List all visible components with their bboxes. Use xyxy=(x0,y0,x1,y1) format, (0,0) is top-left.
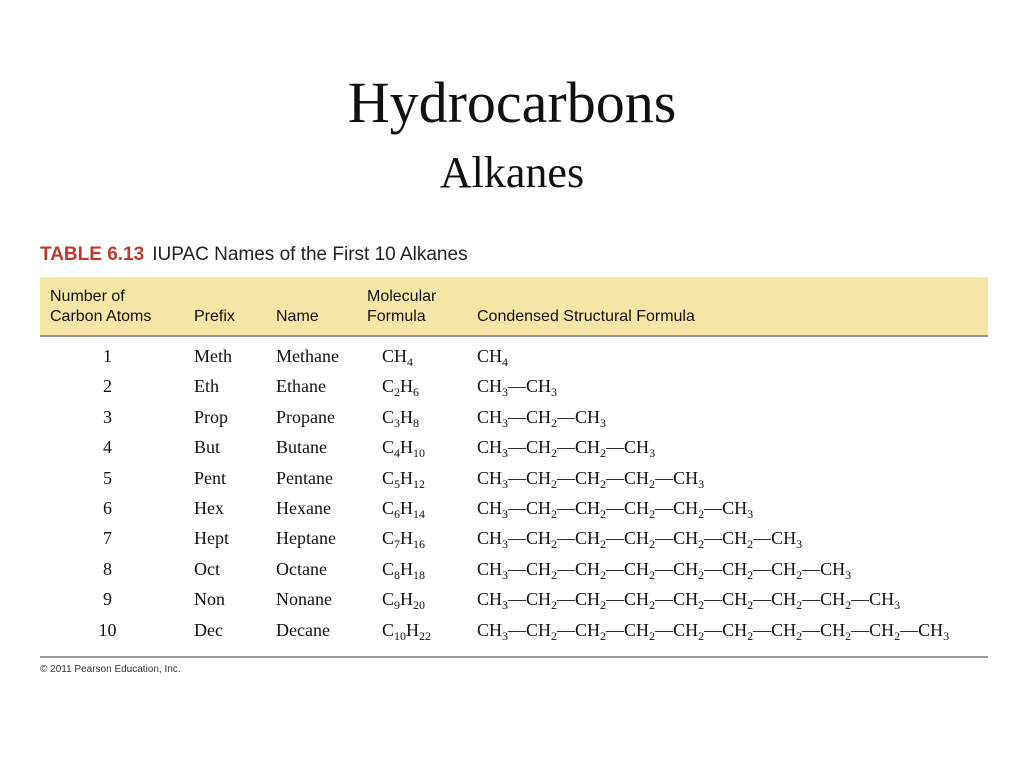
cell-molecular-formula: $C_3H_8$ xyxy=(382,406,420,430)
cell-condensed-formula: $CH_3—CH_2—CH_2—CH_2—CH_2—CH_2—CH_2—CH_2—CH_2—CH_3$ xyxy=(477,619,950,643)
cell-name: Butane xyxy=(276,437,327,458)
table-row xyxy=(40,615,988,645)
table-body xyxy=(40,341,988,645)
cell-prefix: Prop xyxy=(194,406,229,427)
cell-name: Octane xyxy=(276,558,327,579)
cell-molecular-formula: $C_6H_{14}$ xyxy=(382,497,426,521)
cell-condensed-formula: $CH_3—CH_2—CH_2—CH_2—CH_2—CH_2—CH_2—CH_3$ xyxy=(477,558,852,582)
cell-molecular-formula: $C_7H_{16}$ xyxy=(382,528,426,552)
cell-name: Propane xyxy=(276,406,335,427)
slide-subtitle: Alkanes xyxy=(439,148,585,197)
table-caption xyxy=(40,242,468,268)
header-carbon-atoms: Number of Carbon Atoms xyxy=(50,288,152,325)
cell-carbon-atoms: 2 xyxy=(103,376,112,397)
table-header xyxy=(40,277,988,335)
table-row xyxy=(40,432,988,462)
cell-prefix: Oct xyxy=(194,558,220,579)
table-row xyxy=(40,341,988,371)
cell-condensed-formula: $CH_3—CH_2—CH_2—CH_2—CH_2—CH_2—CH_3$ xyxy=(477,528,803,552)
cell-carbon-atoms: 6 xyxy=(103,497,112,518)
header-molecular-formula: Molecular Formula xyxy=(367,288,437,325)
table-caption-title: IUPAC Names of the First 10 Alkanes xyxy=(152,244,468,265)
cell-name: Pentane xyxy=(276,467,333,488)
table-row xyxy=(40,402,988,432)
cell-carbon-atoms: 4 xyxy=(103,437,112,458)
cell-prefix: Pent xyxy=(194,467,227,488)
cell-carbon-atoms: 10 xyxy=(98,619,117,640)
cell-molecular-formula: $C_9H_{20}$ xyxy=(382,589,426,613)
table-row xyxy=(40,584,988,614)
cell-prefix: Eth xyxy=(194,376,219,397)
cell-prefix: Non xyxy=(194,589,225,610)
header-prefix: Prefix xyxy=(194,308,235,325)
copyright-footer: © 2011 Pearson Education, Inc. xyxy=(40,664,181,675)
cell-condensed-formula: $CH_3—CH_2—CH_2—CH_2—CH_2—CH_2—CH_2—CH_2—CH_3$ xyxy=(477,589,901,613)
cell-name: Hexane xyxy=(276,497,331,518)
cell-carbon-atoms: 8 xyxy=(103,558,112,579)
cell-prefix: Dec xyxy=(194,619,223,640)
cell-molecular-formula: $CH_4$ xyxy=(382,346,414,369)
cell-name: Methane xyxy=(276,346,339,366)
cell-molecular-formula: $C_5H_{12}$ xyxy=(382,467,426,491)
cell-carbon-atoms: 3 xyxy=(103,406,112,427)
header-name: Name xyxy=(276,308,319,325)
table-row xyxy=(40,371,988,401)
table-row xyxy=(40,554,988,584)
cell-prefix: Hex xyxy=(194,497,224,518)
cell-molecular-formula: $C_8H_{18}$ xyxy=(382,558,426,582)
cell-carbon-atoms: 9 xyxy=(103,589,112,610)
header-condensed-formula: Condensed Structural Formula xyxy=(477,308,695,325)
cell-prefix: But xyxy=(194,437,221,458)
cell-condensed-formula: $CH_4$ xyxy=(477,346,509,369)
cell-carbon-atoms: 5 xyxy=(103,467,112,488)
cell-name: Heptane xyxy=(276,528,336,549)
table-top-rule xyxy=(40,335,988,337)
cell-condensed-formula: $CH_3—CH_2—CH_2—CH_2—CH_2—CH_3$ xyxy=(477,497,754,521)
cell-carbon-atoms: 1 xyxy=(103,346,112,366)
cell-name: Ethane xyxy=(276,376,326,397)
cell-condensed-formula: $CH_3—CH_2—CH_2—CH_3$ xyxy=(477,437,656,461)
cell-prefix: Meth xyxy=(194,346,232,366)
cell-carbon-atoms: 7 xyxy=(103,528,112,549)
table-row xyxy=(40,463,988,493)
slide-title: Hydrocarbons xyxy=(347,70,677,135)
cell-prefix: Hept xyxy=(194,528,229,549)
cell-molecular-formula: $C_4H_{10}$ xyxy=(382,437,426,461)
cell-condensed-formula: $CH_3—CH_2—CH_3$ xyxy=(477,406,607,430)
table-row xyxy=(40,523,988,553)
cell-name: Nonane xyxy=(276,589,332,610)
cell-condensed-formula: $CH_3—CH_3$ xyxy=(477,376,558,400)
cell-molecular-formula: $C_2H_6$ xyxy=(382,376,420,400)
cell-molecular-formula: $C_{10}H_{22}$ xyxy=(382,619,432,643)
cell-name: Decane xyxy=(276,619,330,640)
table-row xyxy=(40,493,988,523)
table-tag: TABLE 6.13 xyxy=(40,244,145,265)
cell-condensed-formula: $CH_3—CH_2—CH_2—CH_2—CH_3$ xyxy=(477,467,705,491)
table-bottom-rule xyxy=(40,656,988,658)
